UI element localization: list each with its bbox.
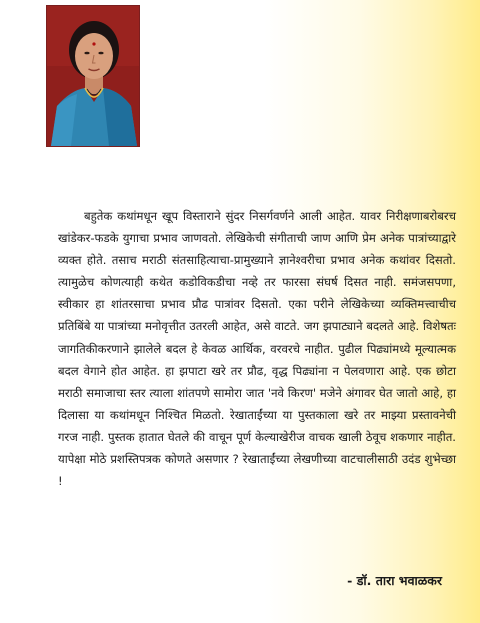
author-portrait-icon xyxy=(47,6,139,146)
author-portrait-photo xyxy=(46,5,140,147)
preface-body-text: बहुतेक कथांमधून खूप विस्ताराने सुंदर निसर्गवर्णने आली आहेत. यावर निरीक्षणाबरोबरच खांडेकर-फडके युगाचा प्रभाव जाणवतो. लेखिकेची संगीताची जाण आणि प्रेम अनेक पात्रांच्याद्वारे व्यक्त होते. तसाच मराठी संतसाहित्याचा-प्रामुख्याने ज्ञानेश्वरीचा प्रभाव अनेक कथांवर दिसतो. त्यामुळेच कोणत्याही कथेत कडोविकडीचा नव्हे तर फारसा संघर्ष दिसत नाही. समंजसपणा, स्वीकार हा शांतरसाचा प्रभाव प्रौढ पात्रांवर दिसतो. एका परीने लेखिकेच्या व्यक्तिमत्त्वाचीच प्रतिबिंबे या पात्रांच्या मनोवृत्तीत उतरली आहेत, असे वाटते. जग झपाट्याने बदलते आहे. विशेषतः जागतिकीकरणाने झालेले बदल हे केवळ आर्थिक, वरवरचे नाहीत. पुढील पिढ्यांमध्ये मूल्यात्मक बदल वेगाने होत आहेत. हा झपाटा खरे तर प्रौढ, वृद्ध पिढ्यांना न पेलवणारा आहे. एक छोटा मराठी समाजाचा स्तर त्याला शांतपणे सामोरा जात 'नवे किरण' मजेने अंगावर घेत जातो आहे, हा दिलासा या कथांमधून निश्चित मिळतो. रेखाताईंच्या या पुस्तकाला खरे तर माझ्या प्रस्तावनेची गरज नाही. पुस्तक हातात घेतले की वाचून पूर्ण केल्याखेरीज वाचक खाली ठेवूच शकणार नाहीत. यापेक्षा मोठे प्रशस्तिपत्रक कोणते असणार ? रेखाताईंच्या लेखणीच्या वाटचालीसाठी उदंड शुभेच्छा ! xyxy=(58,209,456,489)
author-signature: - डॉ. तारा भवाळकर xyxy=(347,573,442,588)
